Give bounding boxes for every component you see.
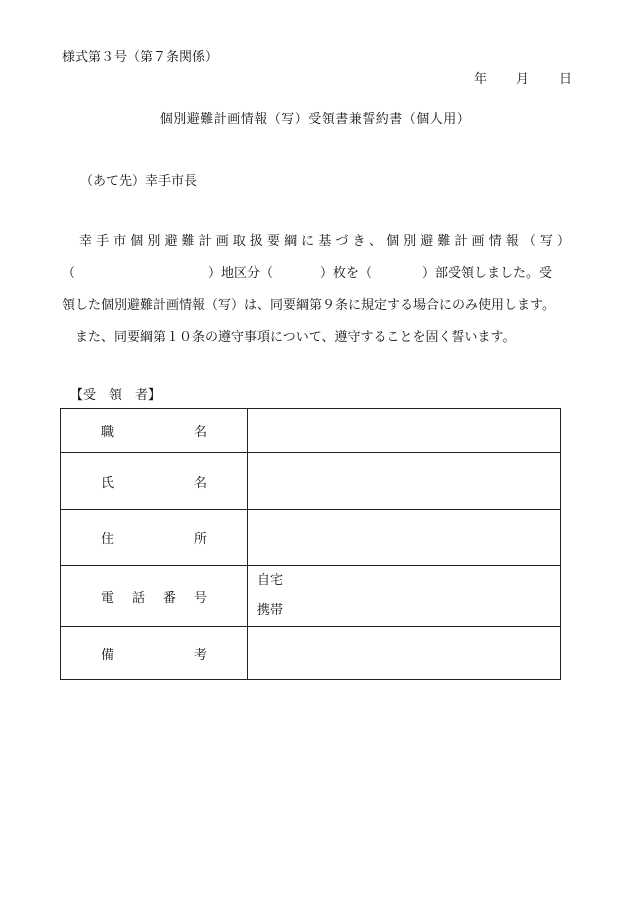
pledge-line-2-sheets: ）枚を（ bbox=[320, 266, 373, 281]
home-phone-label: 自宅 bbox=[257, 573, 284, 588]
name-label-char-1: 氏 bbox=[101, 475, 115, 491]
name-field[interactable] bbox=[248, 453, 561, 510]
pledge-body bbox=[62, 232, 570, 360]
remarks-label-char-1: 備 bbox=[101, 647, 115, 663]
mobile-phone-label: 携帯 bbox=[257, 603, 284, 618]
pledge-line-3: 領した個別避難計画情報（写）は、同要綱第９条に規定する場合にのみ使用します。 bbox=[62, 298, 555, 313]
date-line bbox=[474, 68, 572, 87]
pledge-line-2-open: （ bbox=[62, 266, 76, 281]
phone-label-char-3: 番 bbox=[162, 590, 176, 606]
row-address bbox=[61, 510, 561, 566]
phone-label-char-2: 話 bbox=[131, 590, 145, 606]
remarks-label bbox=[61, 627, 248, 680]
row-job-title bbox=[61, 409, 561, 453]
row-phone bbox=[61, 566, 561, 627]
job-title-label-char-2: 名 bbox=[193, 425, 207, 440]
row-name bbox=[61, 453, 561, 510]
date-month: 月 bbox=[516, 72, 530, 87]
pledge-line-4: また、同要綱第１０条の遵守事項について、遵守することを固く誓います。 bbox=[75, 330, 516, 345]
row-remarks bbox=[61, 627, 561, 680]
phone-label-char-1: 電 bbox=[101, 590, 115, 606]
receiver-label: 【受 領 者】 bbox=[70, 388, 162, 403]
address-label bbox=[61, 510, 248, 566]
date-day: 日 bbox=[559, 72, 573, 87]
name-label-char-2: 名 bbox=[193, 475, 207, 491]
remarks-field[interactable] bbox=[248, 627, 561, 680]
phone-label bbox=[61, 566, 248, 627]
pledge-line-1: 幸手市個別避難計画取扱要綱に基づき、個別避難計画情報（写） bbox=[79, 234, 570, 249]
pledge-line-2-end: ）部受領しました。受 bbox=[422, 266, 553, 281]
job-title-label-char-1: 職 bbox=[101, 425, 115, 440]
address-label-char-1: 住 bbox=[101, 532, 115, 547]
pledge-line-2-district: ）地区分（ bbox=[208, 266, 274, 281]
document-title: 個別避難計画情報（写）受領書兼誓約書（個人用） bbox=[159, 112, 471, 127]
remarks-label-char-2: 考 bbox=[193, 647, 207, 663]
receiver-info-table bbox=[60, 408, 561, 680]
name-label bbox=[61, 453, 248, 510]
form-number: 様式第３号（第７条関係） bbox=[62, 50, 219, 65]
phone-label-char-4: 号 bbox=[193, 590, 207, 606]
job-title-label bbox=[61, 409, 248, 453]
date-year: 年 bbox=[474, 72, 488, 87]
pledge-line-2 bbox=[62, 264, 570, 296]
addressee: （あて先）幸手市長 bbox=[80, 174, 198, 189]
phone-field[interactable] bbox=[248, 566, 561, 627]
address-field[interactable] bbox=[248, 510, 561, 566]
job-title-field[interactable] bbox=[248, 409, 561, 453]
address-label-char-2: 所 bbox=[193, 532, 207, 547]
